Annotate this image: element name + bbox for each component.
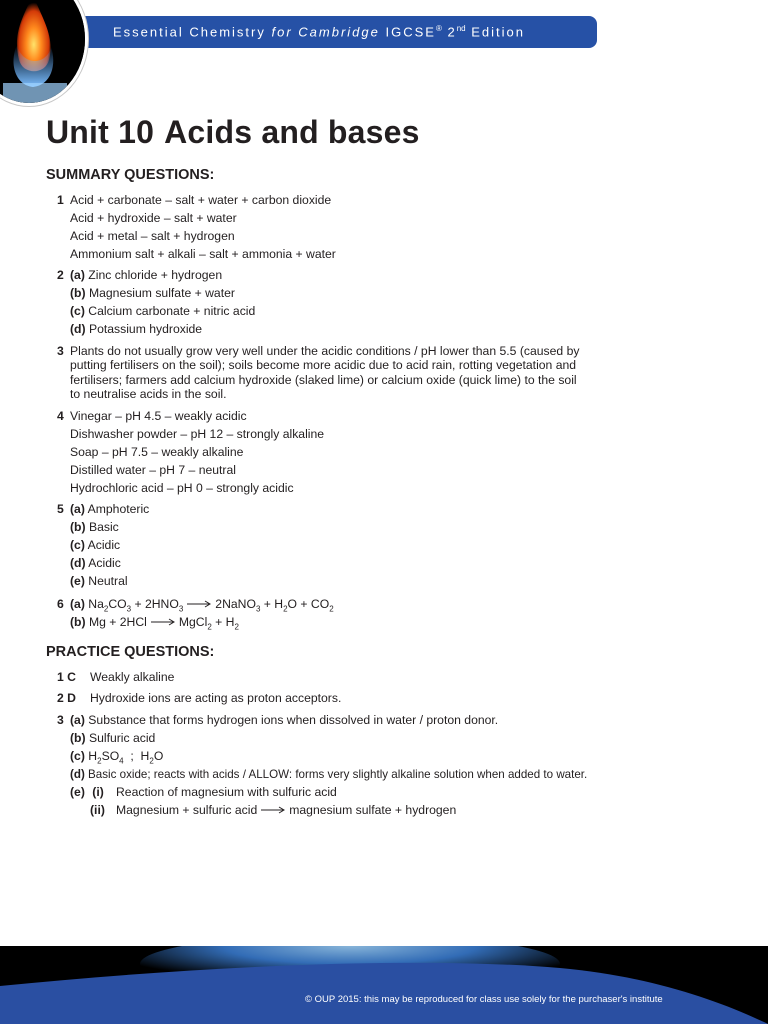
summary-q4-line: Soap – pH 7.5 – weakly alkaline [70, 445, 244, 459]
practice-q1-number: 1 C [57, 670, 76, 684]
page-title: Unit 10 Acids and bases [46, 114, 420, 150]
practice-q3e-i-text: Reaction of magnesium with sulfuric acid [116, 785, 337, 799]
practice-q3c: (c) $H_2SO_4$ ; $H_2O$ [70, 749, 164, 766]
summary-q1-line: Acid + hydroxide – salt + water [70, 211, 237, 225]
summary-q2-part: (d) Potassium hydroxide [70, 322, 203, 336]
practice-q1-text: Weakly alkaline [90, 670, 175, 684]
summary-q4-line: Vinegar – pH 4.5 – weakly acidic [70, 409, 247, 423]
summary-q3-line: to neutralise acids in the soil. [70, 387, 227, 401]
summary-q2-part: (a) Zinc chloride + hydrogen [70, 268, 223, 282]
practice-q3e-ii-label: (ii) [90, 803, 105, 817]
summary-q1-number: 1 [57, 193, 64, 207]
practice-q3a: (a) Substance that forms hydrogen ions when dissolved in water / proton donor. [70, 713, 499, 727]
practice-q3d: (d) Basic oxide; reacts with acids / ALLOW: forms very slightly alkaline solution when added to water. [70, 768, 588, 781]
practice-q3b: (b) Sulfuric acid [70, 731, 156, 745]
summary-q5-part: (d) Acidic [70, 556, 121, 570]
summary-q2-part: (c) Calcium carbonate + nitric acid [70, 304, 256, 318]
long-right-arrow-icon [151, 615, 175, 630]
practice-heading: PRACTICE QUESTIONS: [46, 644, 215, 660]
summary-q1-line: Acid + carbonate – salt + water + carbon dioxide [70, 193, 332, 207]
summary-q5-part: (b) Basic [70, 520, 119, 534]
summary-q6b-equation: (b) Mg + 2HCl MgCl$_2$ + $H_2$ [70, 615, 239, 632]
flame-icon [0, 0, 88, 106]
summary-q5-part: (c) Acidic [70, 538, 121, 552]
summary-q4-line: Dishwasher powder – pH 12 – strongly alkaline [70, 427, 325, 441]
summary-q2-part: (b) Magnesium sulfate + water [70, 286, 235, 300]
summary-q6a-equation: (a) $Na_2CO_3 + 2HNO_3$ 2NaNO$_3$ + $H_2O + CO_2$ [70, 597, 334, 614]
summary-q2-number: 2 [57, 268, 64, 282]
summary-q5-part: (a) Amphoteric [70, 502, 150, 516]
summary-q5-number: 5 [57, 502, 64, 516]
summary-q3-line: putting fertilisers on the soil); soils become more acidic due to acid rain, rotting vegetation and [70, 358, 577, 372]
summary-q6-number: 6 [57, 597, 64, 611]
practice-q3e-ii-text: Magnesium + sulfuric acid magnesium sulfate + hydrogen [116, 803, 457, 817]
copyright-notice: © OUP 2015: this may be reproduced for class use solely for the purchaser's institute [305, 994, 663, 1005]
summary-q4-line: Distilled water – pH 7 – neutral [70, 463, 236, 477]
summary-heading: SUMMARY QUESTIONS: [46, 167, 215, 183]
summary-q4-number: 4 [57, 409, 64, 423]
practice-q2-text: Hydroxide ions are acting as proton acceptors. [90, 691, 342, 705]
summary-q3-line: fertilisers; farmers add calcium hydroxide (slaked lime) or calcium oxide (quick lime) to the soil [70, 373, 577, 387]
summary-q3-line: Plants do not usually grow very well under the acidic conditions / pH lower than 5.5 (caused by [70, 344, 580, 358]
practice-q3-number: 3 [57, 713, 64, 727]
summary-q1-line: Acid + metal – salt + hydrogen [70, 229, 235, 243]
long-right-arrow-icon [261, 803, 285, 818]
summary-q1-line: Ammonium salt + alkali – salt + ammonia + water [70, 247, 336, 261]
book-title: Essential Chemistry for Cambridge IGCSE® 2nd Edition [113, 24, 526, 40]
summary-q4-line: Hydrochloric acid – pH 0 – strongly acidic [70, 481, 294, 495]
summary-q5-part: (e) Neutral [70, 574, 128, 588]
footer-banner [0, 946, 768, 1024]
practice-q3e-i: (e) (i) [70, 785, 104, 799]
summary-q3-number: 3 [57, 344, 64, 358]
practice-q2-number: 2 D [57, 691, 76, 705]
long-right-arrow-icon [187, 597, 211, 612]
